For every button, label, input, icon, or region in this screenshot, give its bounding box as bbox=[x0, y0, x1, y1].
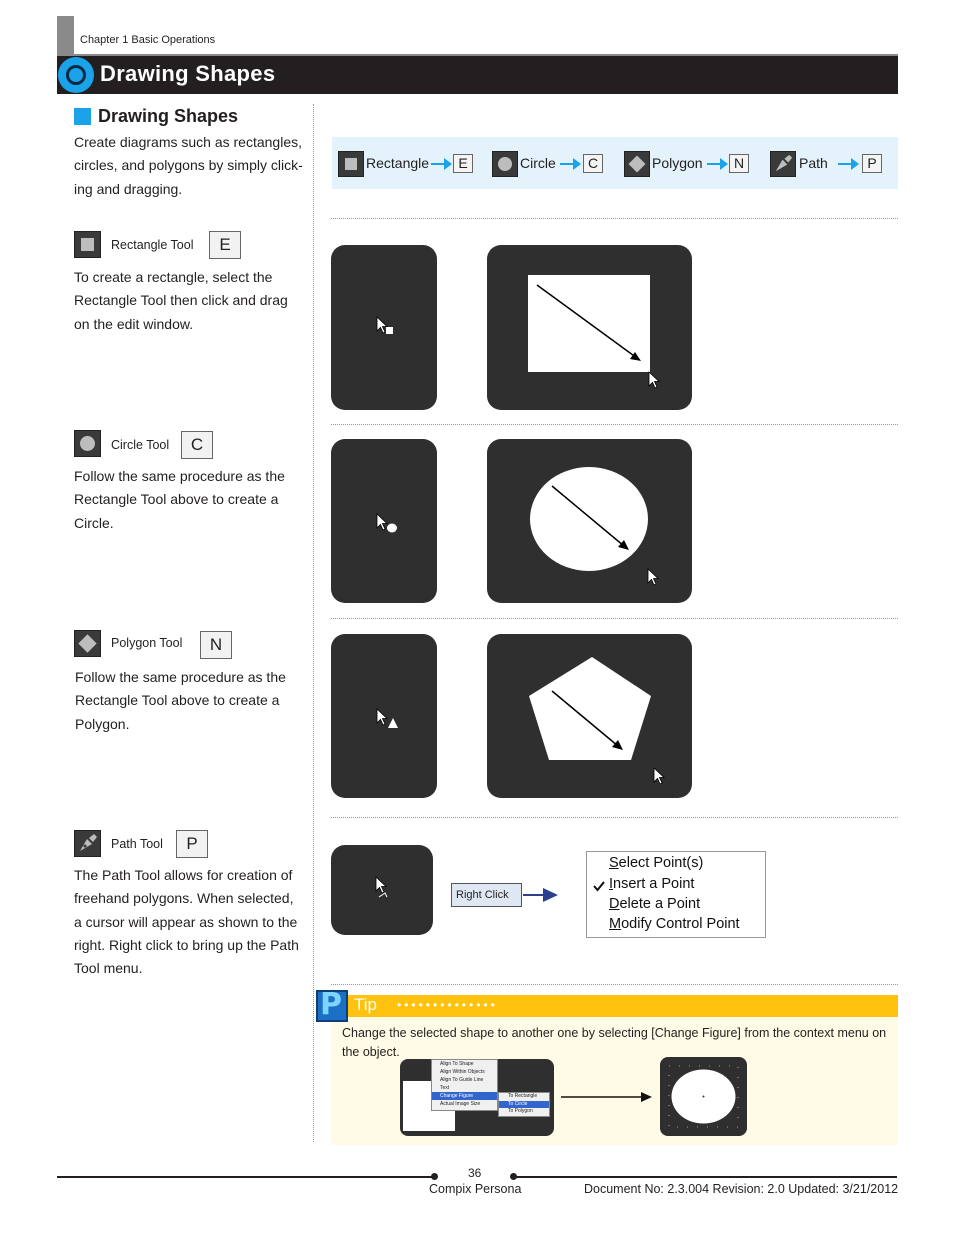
title-circle-inner-icon bbox=[66, 65, 86, 85]
band-arrow-icon bbox=[707, 157, 729, 171]
polygon-tool-label: Polygon Tool bbox=[111, 636, 183, 650]
document-info: Document No: 2.3.004 Revision: 2.0 Updated: 3/21/2012 bbox=[584, 1182, 899, 1196]
header-tab bbox=[57, 16, 74, 56]
rectangle-tool-icon bbox=[74, 231, 101, 258]
path-tool-label: Path Tool bbox=[111, 837, 163, 851]
section-square-icon bbox=[74, 108, 91, 125]
cursor-icon bbox=[377, 317, 387, 333]
section-intro: Create diagrams such as rectangles, circles, and polygons by simply click- ing and dragging. bbox=[74, 134, 303, 197]
path-tool-icon bbox=[74, 830, 101, 857]
polygon-tool-icon bbox=[74, 630, 101, 657]
separator bbox=[331, 984, 898, 985]
tip-logo-letter-icon: P bbox=[320, 987, 342, 1022]
separator bbox=[331, 218, 898, 219]
rectangle-drawing-panel bbox=[487, 245, 692, 410]
separator bbox=[331, 424, 898, 425]
cursor-icon bbox=[649, 372, 659, 388]
rectangle-cursor-panel bbox=[331, 245, 437, 410]
cursor-icon bbox=[377, 709, 387, 725]
footer-rule-right bbox=[514, 1176, 897, 1178]
mini-menu-item: Align To Shape bbox=[440, 1061, 474, 1067]
mini-menu-item: Actual Image Size bbox=[440, 1101, 481, 1107]
change-figure-screenshot bbox=[400, 1059, 554, 1136]
circle-drawing-panel bbox=[487, 439, 692, 603]
band-circle-icon bbox=[492, 151, 518, 177]
band-arrow-icon bbox=[838, 157, 860, 171]
path-desc: The Path Tool allows for creation of freehand polygons. When selected, a cursor will appear as shown to the right. Right click to bring up the Path Tool menu. bbox=[74, 867, 299, 977]
rectangle-tool-label: Rectangle Tool bbox=[111, 238, 194, 252]
band-arrow-icon bbox=[560, 157, 582, 171]
circle-tool-label: Circle Tool bbox=[111, 438, 170, 452]
path-cursor-panel bbox=[331, 845, 433, 935]
circle-key: C bbox=[181, 431, 213, 459]
path-key: P bbox=[176, 830, 208, 858]
cursor-icon bbox=[377, 514, 387, 530]
path-tool-menu bbox=[586, 851, 766, 938]
mini-submenu-item-selected: To Circle bbox=[499, 1101, 549, 1109]
mini-menu-item-selected: Change Figure bbox=[432, 1092, 497, 1100]
polygon-cursor-panel bbox=[331, 634, 437, 798]
footer-rule-left bbox=[57, 1176, 433, 1178]
mini-submenu-item: To Polygon bbox=[508, 1108, 533, 1114]
cursor-icon bbox=[648, 569, 658, 585]
tip-dots: •••••••••••••• bbox=[397, 998, 498, 1012]
band-rectangle-key: E bbox=[453, 154, 473, 173]
polygon-desc: Follow the same procedure as the Rectangle Tool above to create a Polygon. bbox=[75, 669, 286, 732]
band-path-key: P bbox=[862, 154, 882, 173]
cursor-icon bbox=[654, 768, 664, 784]
product-name: Compix Persona bbox=[429, 1182, 522, 1196]
separator bbox=[331, 817, 898, 818]
footer-dot bbox=[431, 1173, 438, 1180]
band-polygon-label: Polygon bbox=[652, 155, 703, 171]
mini-menu-item: Text bbox=[440, 1085, 450, 1091]
page-number: 36 bbox=[468, 1166, 482, 1180]
band-polygon-icon bbox=[624, 151, 650, 177]
band-path-label: Path bbox=[799, 155, 828, 171]
check-icon bbox=[593, 880, 605, 892]
polygon-key: N bbox=[200, 631, 232, 659]
circle-cursor-panel bbox=[331, 439, 437, 603]
mini-menu-item: Align To Guide Line bbox=[440, 1077, 484, 1083]
band-circle-key: C bbox=[583, 154, 603, 173]
rectangle-key: E bbox=[209, 231, 241, 259]
mini-menu-item: Align Within Objects bbox=[440, 1069, 485, 1075]
rectangle-desc: To create a rectangle, select the Rectangle Tool then click and drag on the edit window. bbox=[74, 269, 288, 332]
page-title: Drawing Shapes bbox=[100, 61, 276, 86]
mini-submenu-item: To Rectangle bbox=[508, 1093, 538, 1099]
polygon-drawing-panel bbox=[487, 634, 692, 798]
circle-result-screenshot bbox=[660, 1057, 747, 1136]
menu-item-select-points[interactable]: Select Point(s) bbox=[609, 855, 704, 871]
cursor-icon bbox=[376, 877, 386, 893]
tip-title: Tip bbox=[354, 995, 377, 1014]
menu-item-modify-control-point[interactable]: Modify Control Point bbox=[609, 916, 740, 932]
tip-text: Change the selected shape to another one by selecting [Change Figure] from the context menu on the object. bbox=[342, 1026, 887, 1059]
band-arrow-icon bbox=[431, 157, 453, 171]
arrow-right-icon bbox=[523, 887, 559, 903]
band-rectangle-label: Rectangle bbox=[366, 155, 430, 171]
column-divider bbox=[313, 104, 314, 1142]
menu-item-delete-point[interactable]: Delete a Point bbox=[609, 896, 701, 912]
circle-tool-icon bbox=[74, 430, 101, 457]
band-rectangle-icon bbox=[338, 151, 364, 177]
arrow-right-icon bbox=[561, 1090, 653, 1104]
band-polygon-key: N bbox=[729, 154, 749, 173]
section-title: Drawing Shapes bbox=[98, 106, 239, 126]
band-circle-label: Circle bbox=[520, 155, 556, 171]
band-path-icon bbox=[770, 151, 796, 177]
circle-desc: Follow the same procedure as the Rectangle Tool above to create a Circle. bbox=[74, 468, 285, 531]
right-click-label: Right Click bbox=[451, 883, 522, 907]
menu-item-insert-point[interactable]: Insert a Point bbox=[609, 876, 695, 892]
separator bbox=[331, 618, 898, 619]
chapter-label: Chapter 1 Basic Operations bbox=[80, 34, 216, 46]
